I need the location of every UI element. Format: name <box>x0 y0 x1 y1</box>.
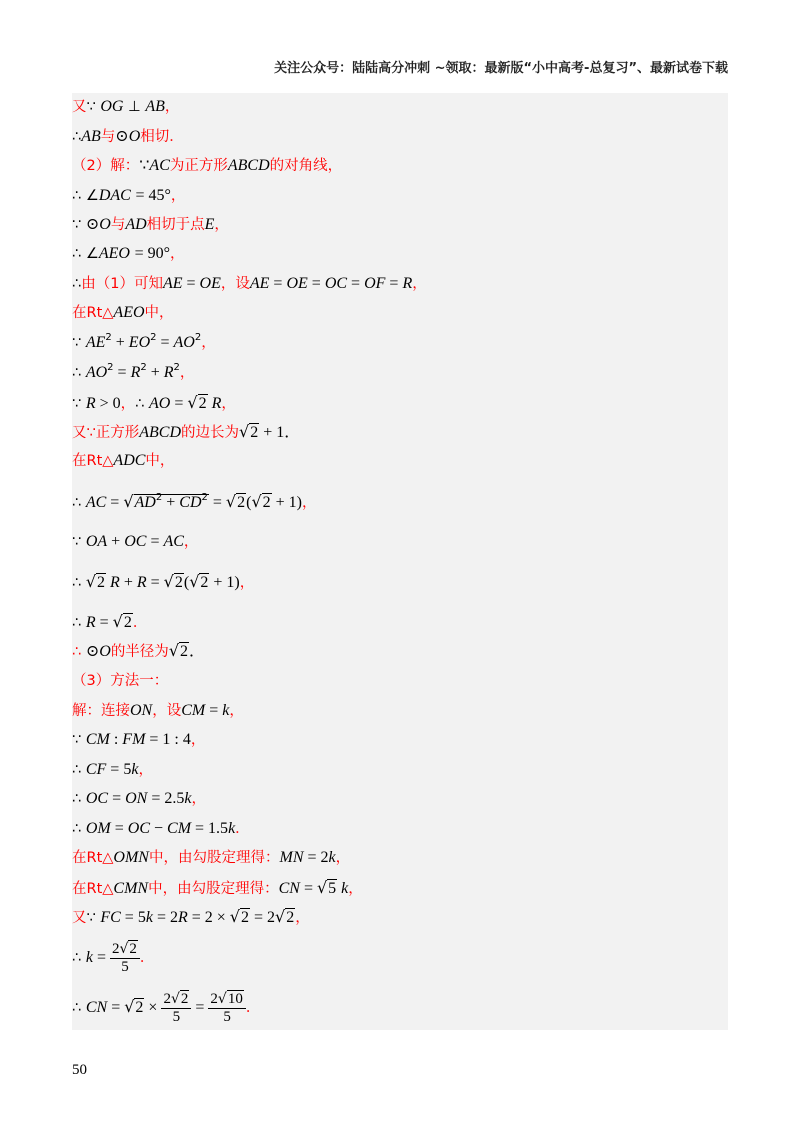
solution-line-27: 又∵ FC = 5k = 2R = 2 × √2 = 2√2， <box>72 907 310 926</box>
solution-line-2: ∴AB与⊙O相切． <box>72 128 184 145</box>
solution-line-18: ∴ ⊙O的半径为√2． <box>72 641 206 660</box>
solution-line-11: ∵ R > 0，∴ AO = √2 R， <box>72 393 236 412</box>
solution-line-22: ∴ CF = 5k， <box>72 761 153 778</box>
solution-line-10: ∴ $AO^2 = R^2 + R^2$， <box>72 362 195 381</box>
solution-line-29: ∴ CN = √2 × $\frac{2√2}{5}$ = $\frac{2√10}{5}$ ． <box>72 990 261 1025</box>
solution-line-5: ∵ ⊙O与AD相切于点E， <box>72 216 229 233</box>
solution-line-7: ∴由（1）可知AE = OE，设AE = OE = OC = OF = R， <box>72 275 427 292</box>
solution-line-6: ∴ ∠AEO = 90°， <box>72 245 185 262</box>
solution-line-25: 在Rt△OMN中，由勾股定理得：MN = 2k， <box>72 849 351 866</box>
solution-line-14: ∴ AC = $√AD^2 + CD^2 = √2(√2 + 1)$， <box>72 492 317 511</box>
solution-line-9: ∵ $AE^2 + EO^2 = AO^2$， <box>72 332 216 351</box>
solution-line-24: ∴ OM = OC − CM = 1.5k． <box>72 820 250 837</box>
solution-line-8: 在Rt△AEO中， <box>72 304 174 321</box>
solution-line-1: 又∵ OG ⊥ AB， <box>72 98 180 115</box>
solution-line-12: 又∵正方形ABCD的边长为√2 + 1． <box>72 422 301 441</box>
solution-line-4: ∴ ∠DAC = 45°， <box>72 187 186 204</box>
solution-line-3: （2）解：∵AC为正方形ABCD的对角线， <box>72 157 343 174</box>
solution-line-21: ∵ CM : FM = 1 : 4， <box>72 731 206 748</box>
solution-line-23: ∴ OC = ON = 2.5k， <box>72 790 206 807</box>
page-number: 50 <box>72 1062 87 1078</box>
solution-line-19: （3）方法一： <box>72 673 169 689</box>
solution-line-17: ∴ R = √2． <box>72 612 148 631</box>
solution-line-26: 在Rt△CMN中，由勾股定理得：CN = √5 k， <box>72 878 363 897</box>
solution-panel <box>72 93 728 1030</box>
solution-line-28: ∴ k = $\frac{2√2}{5}$ ． <box>72 940 155 975</box>
solution-line-16: ∴ √2 R + R = √2(√2 + 1)， <box>72 572 255 591</box>
solution-line-20: 解：连接ON，设CM = k， <box>72 702 244 719</box>
solution-line-13: 在Rt△ADC中， <box>72 452 175 469</box>
page-header: 关注公众号：陆陆高分冲刺 ~领取：最新版“小中高考-总复习”、最新试卷下载 <box>274 61 728 76</box>
solution-line-15: ∵ OA + OC = AC， <box>72 533 199 550</box>
